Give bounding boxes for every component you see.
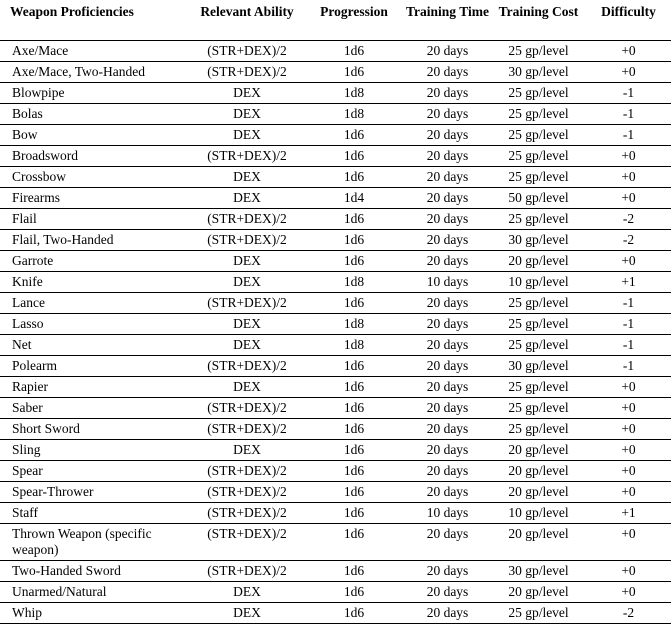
training-time-cell: 20 days (404, 603, 491, 624)
difficulty-cell: -1 (586, 335, 671, 356)
difficulty-cell: +1 (586, 272, 671, 293)
training-time-cell: 20 days (404, 125, 491, 146)
ability-cell: DEX (190, 125, 304, 146)
difficulty-cell: -1 (586, 104, 671, 125)
progression-cell: 1d6 (304, 482, 404, 503)
weapon-name-cell: Polearm (0, 356, 190, 377)
training-cost-cell: 25 gp/level (491, 603, 586, 624)
ability-cell: DEX (190, 377, 304, 398)
progression-cell: 1d6 (304, 167, 404, 188)
header-training-time: Training Time (404, 0, 491, 41)
ability-cell: DEX (190, 272, 304, 293)
ability-cell: (STR+DEX)/2 (190, 398, 304, 419)
training-time-cell: 20 days (404, 293, 491, 314)
training-time-cell: 20 days (404, 41, 491, 62)
ability-cell: DEX (190, 167, 304, 188)
table-row (0, 603, 671, 624)
progression-cell: 1d6 (304, 461, 404, 482)
ability-cell: DEX (190, 83, 304, 104)
training-cost-cell: 20 gp/level (491, 582, 586, 603)
difficulty-cell: +0 (586, 188, 671, 209)
table-row (0, 209, 671, 230)
weapon-name-cell: Two-Handed Sword (0, 561, 190, 582)
training-cost-cell: 20 gp/level (491, 524, 586, 561)
difficulty-cell: +0 (586, 582, 671, 603)
progression-cell: 1d6 (304, 209, 404, 230)
weapon-name-cell: Unarmed/Natural (0, 582, 190, 603)
training-cost-cell: 25 gp/level (491, 167, 586, 188)
progression-cell: 1d6 (304, 146, 404, 167)
training-time-cell: 20 days (404, 377, 491, 398)
difficulty-cell: -1 (586, 293, 671, 314)
training-cost-cell: 25 gp/level (491, 83, 586, 104)
training-time-cell: 20 days (404, 461, 491, 482)
training-time-cell: 20 days (404, 251, 491, 272)
progression-cell: 1d6 (304, 125, 404, 146)
weapon-name-cell: Knife (0, 272, 190, 293)
table-row (0, 398, 671, 419)
weapon-name-cell: Bolas (0, 104, 190, 125)
difficulty-cell: +0 (586, 524, 671, 561)
progression-cell: 1d6 (304, 251, 404, 272)
weapon-name-cell: Thrown Weapon (specific weapon) (0, 524, 190, 561)
difficulty-cell: +0 (586, 461, 671, 482)
difficulty-cell: -1 (586, 83, 671, 104)
training-cost-cell: 25 gp/level (491, 335, 586, 356)
training-time-cell: 20 days (404, 440, 491, 461)
progression-cell: 1d6 (304, 582, 404, 603)
difficulty-cell: -1 (586, 356, 671, 377)
training-cost-cell: 25 gp/level (491, 104, 586, 125)
table-row (0, 83, 671, 104)
header-training-cost: Training Cost (491, 0, 586, 41)
weapon-name-cell: Axe/Mace (0, 41, 190, 62)
training-time-cell: 20 days (404, 62, 491, 83)
weapon-name-cell: Firearms (0, 188, 190, 209)
table-row (0, 188, 671, 209)
difficulty-cell: +0 (586, 561, 671, 582)
difficulty-cell: +0 (586, 419, 671, 440)
table-row (0, 524, 671, 561)
table-row (0, 582, 671, 603)
ability-cell: (STR+DEX)/2 (190, 62, 304, 83)
weapon-name-cell: Flail (0, 209, 190, 230)
progression-cell: 1d6 (304, 524, 404, 561)
table-row (0, 461, 671, 482)
weapon-name-cell: Lance (0, 293, 190, 314)
weapon-name-cell: Spear (0, 461, 190, 482)
training-cost-cell: 25 gp/level (491, 41, 586, 62)
difficulty-cell: -1 (586, 125, 671, 146)
progression-cell: 1d6 (304, 440, 404, 461)
progression-cell: 1d8 (304, 83, 404, 104)
training-time-cell: 10 days (404, 503, 491, 524)
weapon-name-cell: Rapier (0, 377, 190, 398)
ability-cell: (STR+DEX)/2 (190, 419, 304, 440)
training-cost-cell: 25 gp/level (491, 314, 586, 335)
training-cost-cell: 25 gp/level (491, 419, 586, 440)
training-cost-cell: 50 gp/level (491, 188, 586, 209)
progression-cell: 1d8 (304, 314, 404, 335)
training-cost-cell: 30 gp/level (491, 561, 586, 582)
difficulty-cell: -2 (586, 603, 671, 624)
progression-cell: 1d6 (304, 41, 404, 62)
table-row (0, 104, 671, 125)
training-cost-cell: 30 gp/level (491, 230, 586, 251)
progression-cell: 1d8 (304, 272, 404, 293)
weapon-name-cell: Sling (0, 440, 190, 461)
progression-cell: 1d4 (304, 188, 404, 209)
weapon-name-cell: Broadsword (0, 146, 190, 167)
training-cost-cell: 30 gp/level (491, 356, 586, 377)
training-cost-cell: 20 gp/level (491, 251, 586, 272)
table-row (0, 377, 671, 398)
progression-cell: 1d6 (304, 230, 404, 251)
table-row (0, 335, 671, 356)
training-time-cell: 20 days (404, 83, 491, 104)
progression-cell: 1d6 (304, 603, 404, 624)
weapon-name-cell: Blowpipe (0, 83, 190, 104)
weapon-name-cell: Lasso (0, 314, 190, 335)
ability-cell: (STR+DEX)/2 (190, 524, 304, 561)
training-cost-cell: 30 gp/level (491, 62, 586, 83)
ability-cell: (STR+DEX)/2 (190, 293, 304, 314)
ability-cell: DEX (190, 104, 304, 125)
table-row (0, 356, 671, 377)
table-row (0, 62, 671, 83)
difficulty-cell: +1 (586, 503, 671, 524)
table-row (0, 482, 671, 503)
progression-cell: 1d8 (304, 104, 404, 125)
ability-cell: (STR+DEX)/2 (190, 146, 304, 167)
difficulty-cell: +0 (586, 41, 671, 62)
training-time-cell: 20 days (404, 582, 491, 603)
training-cost-cell: 25 gp/level (491, 377, 586, 398)
difficulty-cell: -1 (586, 314, 671, 335)
training-time-cell: 20 days (404, 398, 491, 419)
progression-cell: 1d6 (304, 377, 404, 398)
difficulty-cell: +0 (586, 146, 671, 167)
training-cost-cell: 10 gp/level (491, 503, 586, 524)
table-row (0, 230, 671, 251)
training-cost-cell: 20 gp/level (491, 482, 586, 503)
progression-cell: 1d6 (304, 62, 404, 83)
weapon-name-cell: Whip (0, 603, 190, 624)
training-cost-cell: 25 gp/level (491, 125, 586, 146)
ability-cell: DEX (190, 188, 304, 209)
training-time-cell: 10 days (404, 272, 491, 293)
weapon-name-cell: Crossbow (0, 167, 190, 188)
table-row (0, 440, 671, 461)
table-row (0, 314, 671, 335)
weapon-name-cell: Staff (0, 503, 190, 524)
ability-cell: DEX (190, 335, 304, 356)
ability-cell: (STR+DEX)/2 (190, 41, 304, 62)
table-row (0, 561, 671, 582)
training-time-cell: 20 days (404, 419, 491, 440)
training-time-cell: 20 days (404, 230, 491, 251)
training-cost-cell: 20 gp/level (491, 440, 586, 461)
ability-cell: (STR+DEX)/2 (190, 503, 304, 524)
progression-cell: 1d6 (304, 356, 404, 377)
table-row (0, 272, 671, 293)
table-row (0, 251, 671, 272)
ability-cell: (STR+DEX)/2 (190, 482, 304, 503)
header-progression: Progression (304, 0, 404, 41)
training-cost-cell: 20 gp/level (491, 461, 586, 482)
ability-cell: (STR+DEX)/2 (190, 230, 304, 251)
difficulty-cell: +0 (586, 62, 671, 83)
header-ability: Relevant Ability (190, 0, 304, 41)
difficulty-cell: +0 (586, 251, 671, 272)
table-row (0, 293, 671, 314)
header-row (0, 0, 671, 41)
ability-cell: (STR+DEX)/2 (190, 561, 304, 582)
weapon-name-cell: Saber (0, 398, 190, 419)
table-row (0, 125, 671, 146)
progression-cell: 1d6 (304, 293, 404, 314)
ability-cell: (STR+DEX)/2 (190, 209, 304, 230)
ability-cell: (STR+DEX)/2 (190, 461, 304, 482)
training-time-cell: 20 days (404, 209, 491, 230)
ability-cell: DEX (190, 603, 304, 624)
training-time-cell: 20 days (404, 167, 491, 188)
progression-cell: 1d8 (304, 335, 404, 356)
weapon-name-cell: Garrote (0, 251, 190, 272)
training-cost-cell: 10 gp/level (491, 272, 586, 293)
header-difficulty: Difficulty (586, 0, 671, 41)
training-time-cell: 20 days (404, 104, 491, 125)
training-time-cell: 20 days (404, 335, 491, 356)
ability-cell: DEX (190, 314, 304, 335)
training-time-cell: 20 days (404, 561, 491, 582)
table-row (0, 167, 671, 188)
weapon-name-cell: Axe/Mace, Two-Handed (0, 62, 190, 83)
progression-cell: 1d6 (304, 503, 404, 524)
difficulty-cell: -2 (586, 209, 671, 230)
difficulty-cell: +0 (586, 482, 671, 503)
progression-cell: 1d6 (304, 419, 404, 440)
table-row (0, 41, 671, 62)
training-cost-cell: 25 gp/level (491, 398, 586, 419)
ability-cell: DEX (190, 251, 304, 272)
ability-cell: DEX (190, 440, 304, 461)
training-cost-cell: 25 gp/level (491, 293, 586, 314)
training-cost-cell: 25 gp/level (491, 146, 586, 167)
difficulty-cell: +0 (586, 398, 671, 419)
training-time-cell: 20 days (404, 188, 491, 209)
training-time-cell: 20 days (404, 314, 491, 335)
ability-cell: (STR+DEX)/2 (190, 356, 304, 377)
difficulty-cell: +0 (586, 167, 671, 188)
progression-cell: 1d6 (304, 398, 404, 419)
weapon-name-cell: Net (0, 335, 190, 356)
training-time-cell: 20 days (404, 146, 491, 167)
table-body (0, 41, 671, 624)
table-row (0, 503, 671, 524)
ability-cell: DEX (190, 582, 304, 603)
difficulty-cell: -2 (586, 230, 671, 251)
weapon-name-cell: Flail, Two-Handed (0, 230, 190, 251)
weapon-name-cell: Bow (0, 125, 190, 146)
training-cost-cell: 25 gp/level (491, 209, 586, 230)
difficulty-cell: +0 (586, 377, 671, 398)
table-row (0, 146, 671, 167)
weapon-name-cell: Spear-Thrower (0, 482, 190, 503)
table-row (0, 419, 671, 440)
progression-cell: 1d6 (304, 561, 404, 582)
header-weapon: Weapon Proficiencies (0, 0, 190, 41)
training-time-cell: 20 days (404, 356, 491, 377)
training-time-cell: 20 days (404, 524, 491, 561)
training-time-cell: 20 days (404, 482, 491, 503)
weapon-name-cell: Short Sword (0, 419, 190, 440)
difficulty-cell: +0 (586, 440, 671, 461)
